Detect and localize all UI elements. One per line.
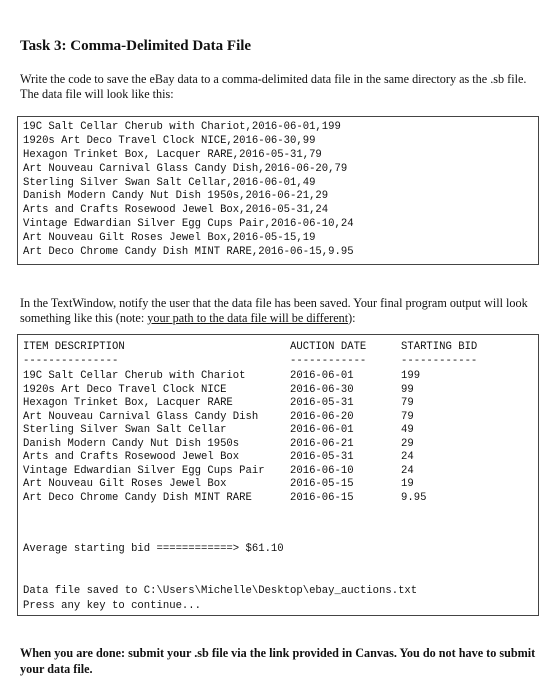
submission-note: When you are done: submit your .sb file via the link provided in Canvas. You do not have to submit your data file. (20, 646, 536, 676)
row-bid: 19 (401, 478, 414, 490)
row-description: Sterling Silver Swan Salt Cellar (23, 424, 227, 436)
notify-paragraph (20, 296, 540, 326)
row-description: Arts and Crafts Rosewood Jewel Box (23, 451, 240, 463)
notify-text-before: In the TextWindow, notify the user that the data file has been saved. Your final program output will look something like this (note: (20, 296, 528, 325)
average-bid-line: Average starting bid ============> $61.10 (23, 543, 284, 555)
row-description: 1920s Art Deco Travel Clock NICE (23, 383, 227, 396)
row-description: Danish Modern Candy Nut Dish 1950s (23, 437, 240, 450)
row-date: 2016-06-30 (290, 383, 354, 396)
press-any-key-line: Press any key to continue... (23, 600, 202, 612)
row-date: 2016-06-21 (290, 437, 354, 450)
row-bid: 79 (401, 410, 414, 423)
row-date: 2016-05-15 (290, 478, 354, 490)
row-description: Hexagon Trinket Box, Lacquer RARE (23, 397, 233, 409)
data-file-line: Art Nouveau Gilt Roses Jewel Box,2016-05-15,19 (23, 232, 316, 245)
row-description: Art Nouveau Carnival Glass Candy Dish (23, 410, 259, 423)
data-file-line: 19C Salt Cellar Cherub with Chariot,2016-06-01,199 (23, 121, 341, 133)
data-file-line: Danish Modern Candy Nut Dish 1950s,2016-06-21,29 (23, 190, 329, 203)
row-date: 2016-06-15 (290, 491, 354, 504)
file-saved-line: Data file saved to C:\Users\Michelle\Desktop\ebay_auctions.txt (23, 585, 418, 597)
row-description: Art Deco Chrome Candy Dish MINT RARE (23, 491, 252, 504)
row-description: Art Nouveau Gilt Roses Jewel Box (23, 478, 227, 490)
program-output-box (17, 334, 539, 616)
data-file-line: 1920s Art Deco Travel Clock NICE,2016-06-30,99 (23, 134, 316, 147)
row-description: Vintage Edwardian Silver Egg Cups Pair (23, 464, 265, 477)
header-item-description: ITEM DESCRIPTION (23, 341, 125, 353)
dash-separator: --------------- (23, 355, 119, 367)
row-bid: 9.95 (401, 491, 427, 504)
notify-text-underlined: your path to the data file will be different (147, 311, 349, 325)
task-heading: Task 3: Comma-Delimited Data File (20, 38, 252, 54)
row-date: 2016-06-01 (290, 424, 354, 436)
data-file-line: Art Nouveau Carnival Glass Candy Dish,2016-06-20,79 (23, 162, 348, 175)
row-date: 2016-06-01 (290, 370, 354, 382)
header-auction-date: AUCTION DATE (290, 341, 367, 353)
data-file-line: Arts and Crafts Rosewood Jewel Box,2016-05-31,24 (23, 204, 329, 217)
dash-separator: ------------ (401, 355, 478, 367)
header-starting-bid: STARTING BID (401, 341, 478, 353)
row-date: 2016-06-20 (290, 410, 354, 423)
row-bid: 24 (401, 451, 414, 463)
data-file-line: Hexagon Trinket Box, Lacquer RARE,2016-05-31,79 (23, 148, 322, 161)
data-file-line: Sterling Silver Swan Salt Cellar,2016-06-01,49 (23, 176, 316, 189)
notify-text-after: ): (348, 311, 356, 325)
row-date: 2016-05-31 (290, 397, 354, 409)
row-description: 19C Salt Cellar Cherub with Chariot (23, 370, 246, 382)
data-file-example-box (17, 116, 539, 265)
dash-separator: ------------ (290, 355, 367, 367)
row-bid: 99 (401, 383, 414, 396)
row-bid: 24 (401, 464, 414, 477)
row-date: 2016-06-10 (290, 464, 354, 477)
row-date: 2016-05-31 (290, 451, 354, 463)
intro-paragraph: Write the code to save the eBay data to a comma-delimited data file in the same directory as the .sb file. The data file will look like this: (20, 72, 527, 101)
row-bid: 29 (401, 437, 414, 450)
data-file-line: Art Deco Chrome Candy Dish MINT RARE,2016-06-15,9.95 (23, 246, 354, 259)
data-file-line: Vintage Edwardian Silver Egg Cups Pair,2016-06-10,24 (23, 218, 354, 231)
row-bid: 79 (401, 397, 414, 409)
row-bid: 49 (401, 424, 414, 436)
row-bid: 199 (401, 370, 421, 382)
